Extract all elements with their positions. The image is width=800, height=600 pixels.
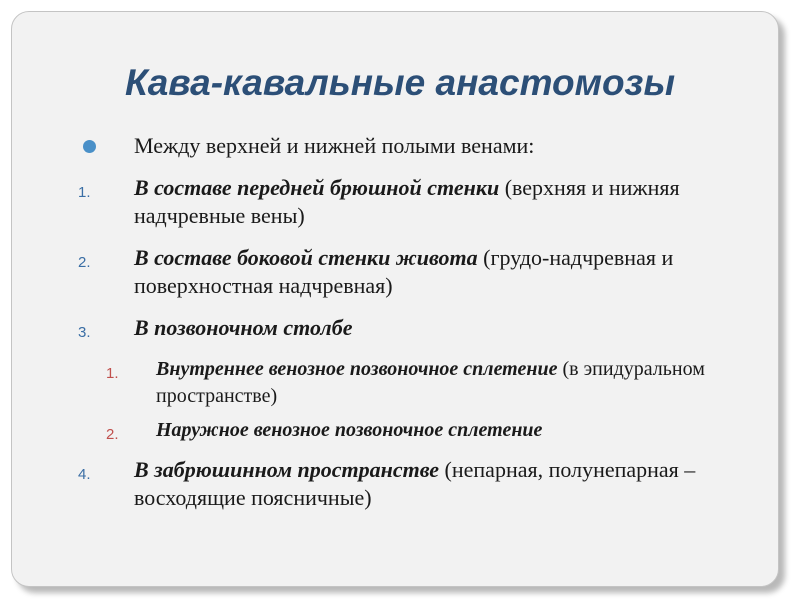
slide-title: Кава-кавальные анастомозы	[124, 62, 676, 103]
list-item-1	[78, 174, 758, 230]
bullet-dot-icon	[83, 140, 96, 153]
list-item-heading: В составе передней брюшной стенки	[134, 175, 500, 200]
list-marker: 3.	[78, 324, 91, 341]
list-item-heading: В составе боковой стенки живота	[134, 245, 478, 270]
list-item-detail: (верхняя и нижняя надчревные вены)	[134, 175, 680, 228]
sub-list-item-detail: (в эпидуральном пространстве)	[156, 358, 705, 407]
sub-list-item-1	[78, 356, 758, 410]
list-item-4	[78, 456, 758, 512]
sub-list-item-2	[78, 417, 758, 444]
list-item-2	[78, 244, 758, 300]
list-item-heading: В позвоночном столбе	[134, 315, 353, 340]
sub-list-item-heading: Внутреннее венозное позвоночное сплетение	[156, 358, 558, 380]
list-item-3	[78, 314, 758, 342]
sub-list-marker: 2.	[106, 426, 119, 443]
slide-content	[78, 132, 758, 526]
sub-list-marker: 1.	[106, 365, 119, 382]
list-item-detail: (грудо-надчревная и поверхностная надчревная)	[134, 245, 674, 298]
list-marker: 1.	[78, 184, 91, 201]
list-item-heading: В забрюшинном пространстве	[134, 457, 440, 482]
sub-list-item-heading: Наружное венозное позвоночное сплетение	[156, 419, 543, 441]
list-item-detail: (непарная, полунепарная – восходящие поясничные)	[134, 457, 696, 510]
list-marker: 4.	[78, 466, 91, 483]
intro-text: Между верхней и нижней полыми венами:	[134, 133, 535, 158]
list-marker: 2.	[78, 254, 91, 271]
intro-item	[78, 132, 758, 160]
